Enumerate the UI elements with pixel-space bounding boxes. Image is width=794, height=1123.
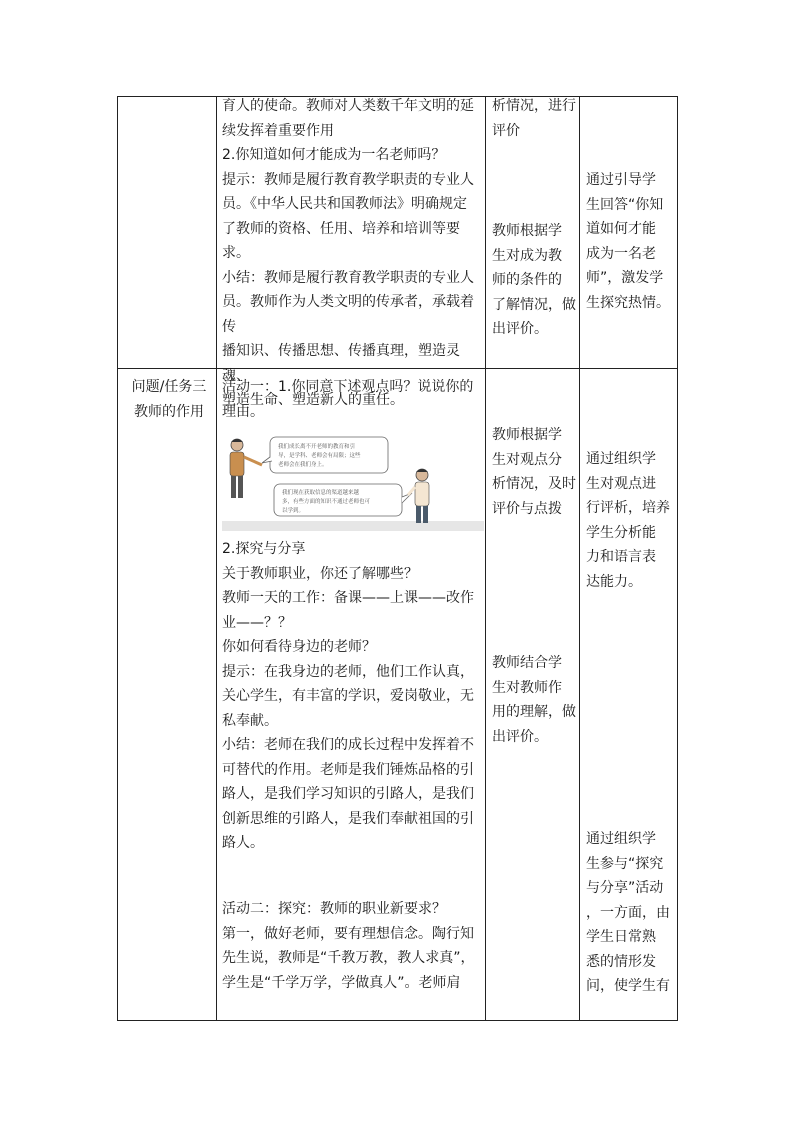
text-line: 问，使学生有 (586, 978, 670, 994)
text-line: ，一方面，由 (586, 904, 670, 921)
text-line: 出评价。 (492, 321, 548, 337)
text-line: 力和语言表 (586, 549, 656, 565)
teacher-figure-left (230, 439, 262, 498)
text-line: 员。教师作为人类文明的传承者，承载着传 (222, 294, 474, 335)
text-line: 了教师的资格、任用、培养和培训等要求。 (222, 220, 460, 261)
text-line: 析情况，及时 (492, 476, 576, 492)
bubble1-line: 导，是学科、老师会有局限；这些 (278, 453, 361, 459)
text-line: 学生是“千学万学，学做真人”。老师肩 (222, 974, 461, 991)
row1-content-cell (222, 94, 484, 413)
speech-bubble-1 (262, 437, 388, 473)
text-line: 行评析，培养 (586, 500, 670, 516)
text-line: 员。《中华人民共和国教师法》明确规定 (222, 196, 467, 212)
text-line: 生对观点分 (492, 451, 562, 468)
text-line: 达能力。 (586, 573, 642, 590)
text-line: 生探究热情。 (586, 294, 670, 311)
text-line: 关心学生，有丰富的学识，爱岗敬业，无 (222, 688, 474, 704)
text-line: 2.探究与分享 (222, 541, 306, 557)
row1-teacher-cell-b (492, 219, 580, 342)
text-line: 教师的作用 (134, 403, 204, 420)
text-line: 了解情况，做 (492, 296, 576, 313)
text-line: 路人。 (222, 835, 264, 851)
text-line: 生参与“探究 (586, 855, 664, 872)
text-line: 用的理解，做 (492, 704, 576, 720)
text-line: 关于教师职业，你还了解哪些？ (222, 565, 418, 582)
text-line: 育人的使命。教师对人类数千年文明的延 (222, 98, 474, 114)
text-line: 师的条件的 (492, 272, 562, 288)
row1-teacher-cell-a (492, 94, 580, 143)
text-line: 路人，是我们学习知识的引路人，是我们 (222, 786, 474, 802)
text-line: 问题/任务三 (131, 379, 207, 395)
text-line: 生对教师作 (492, 679, 562, 696)
text-line: 生对观点进 (586, 475, 656, 492)
activity1-heading (222, 375, 484, 424)
text-line: 成为一名老 (586, 245, 656, 262)
row2-teacher-cell-a (492, 423, 580, 521)
row2-intent-cell-b (586, 827, 676, 999)
bubble1-line: 我们成长离不开老师的教育和引 (278, 444, 356, 450)
text-line: 评价与点拨 (492, 500, 562, 517)
text-line: 生对成为教 (492, 247, 562, 264)
text-line: 析情况，进行 (492, 98, 576, 114)
text-line: 教师结合学 (492, 655, 562, 671)
text-line: 悉的情形发 (586, 953, 656, 970)
text-line: 教师根据学 (492, 427, 562, 443)
text-line: 创新思维的引路人，是我们奉献祖国的引 (222, 810, 474, 827)
text-line: 通过引导学 (586, 172, 656, 188)
text-line: 小结：老师在我们的成长过程中发挥着不 (222, 737, 474, 753)
text-line: 师”，激发学 (586, 270, 664, 286)
text-line: 与分享”活动 (586, 880, 664, 896)
text-line: 私奉献。 (222, 712, 278, 729)
bubble2-line: 以学到。 (282, 508, 305, 514)
text-line: 小结：教师是履行教育教学职责的专业人 (222, 269, 474, 286)
classroom-illustration (222, 435, 484, 531)
text-line: 2.你知道如何才能成为一名老师吗？ (222, 147, 446, 163)
text-line: 塑造生命、塑造新人的重任。 (222, 392, 404, 408)
text-line: 提示：教师是履行教育教学职责的专业人 (222, 171, 474, 188)
text-line: 你如何看待身边的老师？ (222, 639, 376, 655)
text-line: 提示：在我身边的老师，他们工作认真， (222, 663, 474, 680)
bubble2-line: 多，有些方面的知识不通过老师也可 (282, 499, 371, 505)
text-line: 播知识、传播思想、传播真理，塑造灵魂、 (222, 343, 460, 384)
text-line: 学生分析能 (586, 524, 656, 541)
text-line: 教师一天的工作：备课——上课——改作 (222, 590, 474, 606)
text-line: 业——？？ (222, 614, 292, 631)
column-divider (485, 97, 486, 1020)
column-divider (216, 97, 217, 1020)
text-line: 道如何才能 (586, 221, 656, 237)
row2-intent-cell-a (586, 447, 676, 594)
row2-teacher-cell-b (492, 651, 580, 749)
bubble1-line: 老师会在我们身上。 (278, 462, 328, 468)
text-line: 理由。 (222, 403, 264, 420)
text-line: 出评价。 (492, 728, 548, 745)
text-line: 生回答“你知 (586, 196, 664, 213)
speech-bubble-2 (274, 484, 412, 516)
text-line: 先生说，教师是“千教万教，教人求真”， (222, 950, 475, 966)
text-line: 教师根据学 (492, 223, 562, 239)
text-line: 评价 (492, 122, 520, 139)
student-figure-right (408, 469, 429, 523)
text-line: 活动一：1.你同意下述观点吗？说说你的 (222, 379, 474, 395)
text-line: 通过组织学 (586, 451, 656, 467)
activity2-block (222, 897, 484, 995)
text-line: 活动二：探究：教师的职业新要求？ (222, 901, 446, 917)
text-line: 第一，做好老师，要有理想信念。陶行知 (222, 925, 474, 942)
lesson-plan-table (117, 96, 678, 1021)
explore-share-block (222, 537, 484, 856)
text-line: 可替代的作用。老师是我们锤炼品格的引 (222, 761, 474, 778)
row1-intent-cell (586, 168, 676, 315)
text-line: 通过组织学 (586, 831, 656, 847)
bubble2-line: 我们现在获取信息的渠道越来越 (282, 490, 360, 496)
text-line: 续发挥着重要作用 (222, 122, 334, 139)
text-line: 学生日常熟 (586, 929, 656, 945)
task-title-cell (122, 375, 216, 424)
